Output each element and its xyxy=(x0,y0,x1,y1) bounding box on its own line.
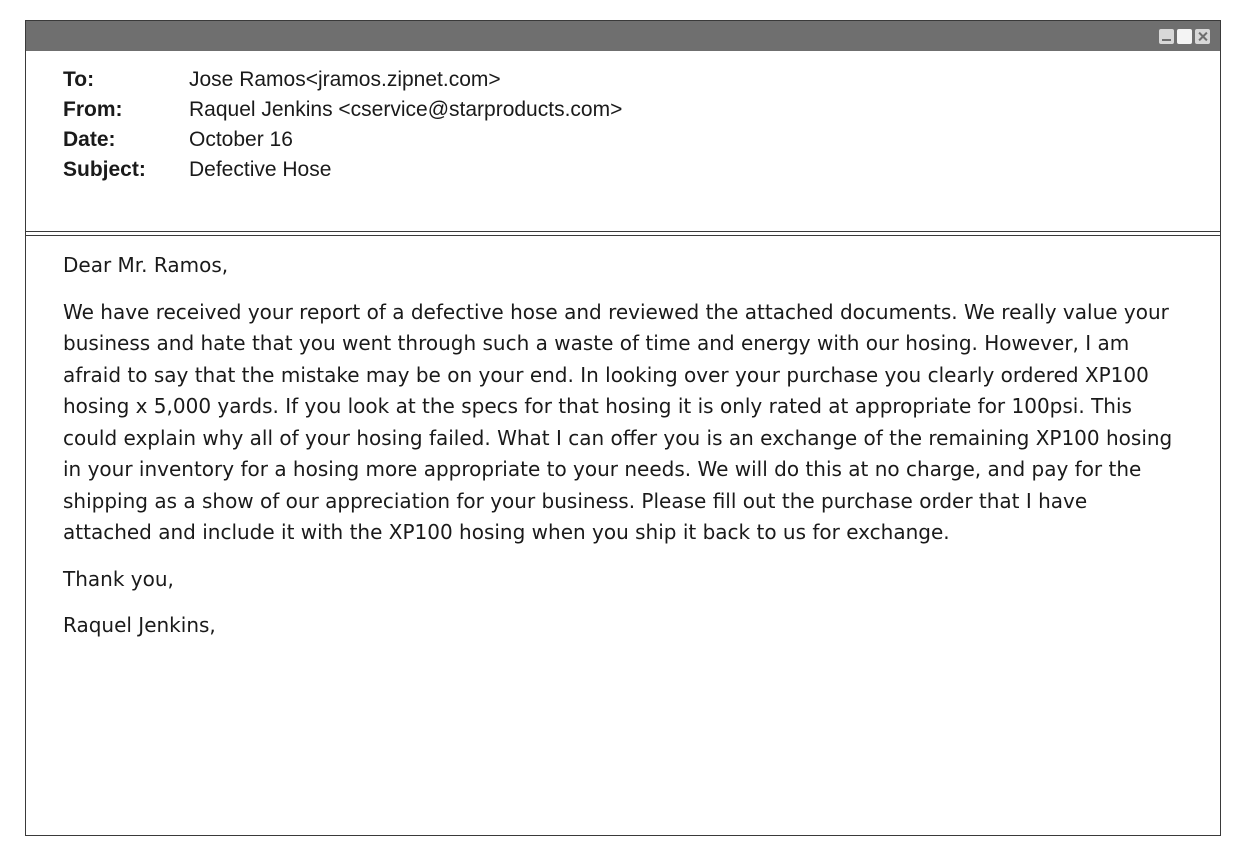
window-controls xyxy=(1159,29,1210,44)
to-row xyxy=(63,65,1220,95)
closing: Thank you, xyxy=(63,566,174,591)
title-bar[interactable] xyxy=(26,21,1220,51)
minimize-icon[interactable] xyxy=(1159,29,1174,44)
email-header xyxy=(26,51,1220,231)
body-paragraph: We have received your report of a defective hose and reviewed the attached documents. We really value your business and hate that you went through such a waste of time and energy with our hosing. However, I am afraid to say that the mistake may be on your end. In looking over your purchase you clearly ordered XP100 hosing x 5,000 yards. If you look at the specs for that hosing it is only rated at appropriate for 100psi. This could explain why all of your hosing failed. What I can offer you is an exchange of the remaining XP100 hosing in your inventory for a hosing more appropriate to your needs. We will do this at no charge, and pay for the shipping as a show of our appreciation for your business. Please fill out the purchase order that I have attached and include it with the XP100 hosing when you ship it back to us for exchange. xyxy=(63,299,1173,544)
from-row xyxy=(63,95,1220,125)
subject-value: Defective Hose xyxy=(189,158,332,181)
to-label: To: xyxy=(63,68,95,91)
date-label: Date: xyxy=(63,128,116,151)
email-window xyxy=(25,20,1221,836)
signature: Raquel Jenkins, xyxy=(63,613,216,637)
email-body xyxy=(26,236,1220,642)
date-row xyxy=(63,125,1220,155)
maximize-icon[interactable] xyxy=(1177,29,1192,44)
to-value: Jose Ramos<jramos.zipnet.com> xyxy=(189,68,501,91)
subject-row xyxy=(63,155,1220,185)
from-label: From: xyxy=(63,98,123,121)
close-icon[interactable] xyxy=(1195,29,1210,44)
greeting: Dear Mr. Ramos, xyxy=(63,253,229,277)
subject-label: Subject: xyxy=(63,158,146,181)
date-value: October 16 xyxy=(189,128,293,151)
from-value: Raquel Jenkins <cservice@starproducts.com> xyxy=(189,98,623,121)
